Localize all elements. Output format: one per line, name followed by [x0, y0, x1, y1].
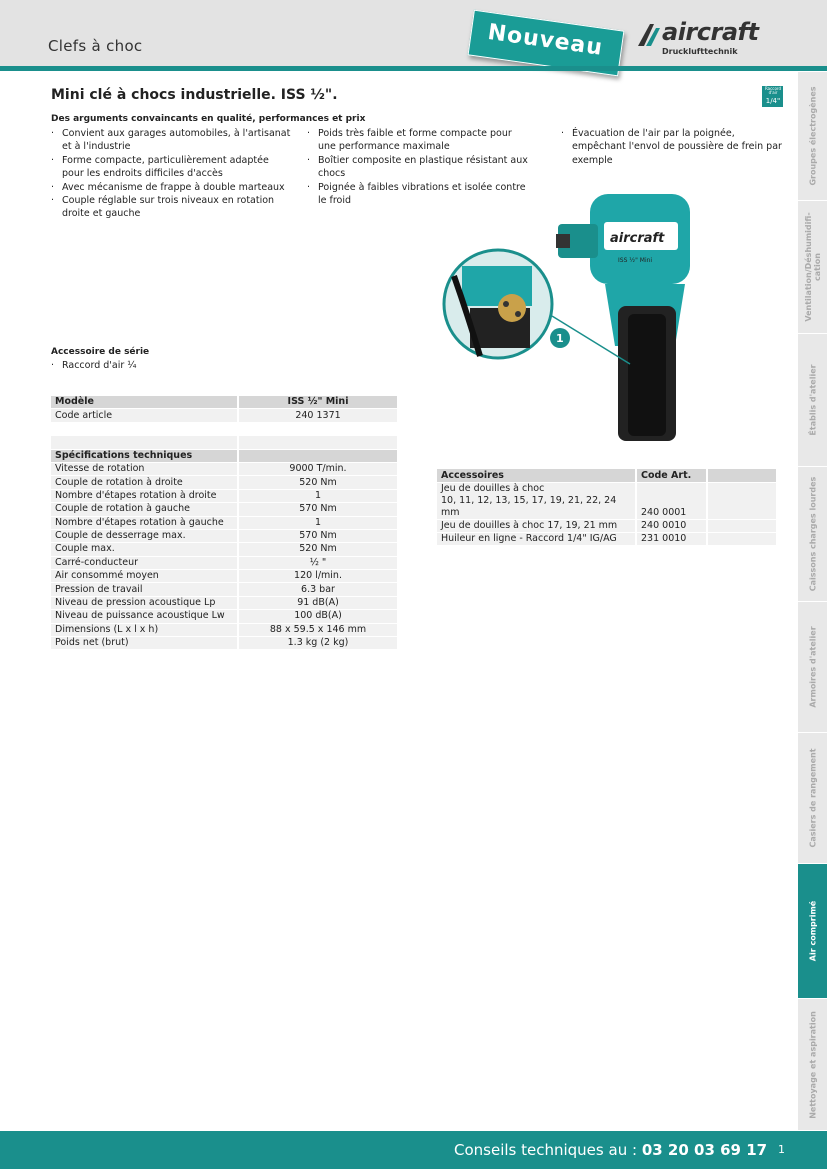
arguments-list-3 [561, 127, 786, 167]
header-divider [0, 66, 827, 71]
argument-item: · Poignée à faibles vibrations et isolée contre le froid [307, 181, 532, 208]
spec-value: 91 dB(A) [238, 596, 397, 609]
spec-value: 570 Nm [238, 529, 397, 542]
table-row [51, 529, 397, 542]
spec-label: Nombre d'étapes rotation à droite [51, 489, 238, 502]
sidebar-tab-label: Ventilation/Déshumidifi- cation [803, 212, 822, 322]
tool-brand-label: aircraft [610, 231, 665, 246]
new-badge-label: Nouveau [486, 19, 605, 61]
argument-item: · Boîtier composite en plastique résistant aux chocs [307, 154, 532, 181]
code-header: Code Art. [636, 469, 707, 483]
spec-value: 6.3 bar [238, 583, 397, 596]
air-connector-label: Raccord d'air [764, 86, 782, 95]
specifications-table [51, 396, 397, 650]
table-row [51, 596, 397, 609]
spec-value: 120 l/min. [238, 570, 397, 583]
spec-label: Carré-conducteur [51, 556, 238, 569]
category-sidebar [798, 72, 827, 1130]
spec-value: 570 Nm [238, 503, 397, 516]
category-title: Clefs à choc [48, 37, 143, 55]
sidebar-tab-workbenches[interactable] [798, 334, 827, 467]
accessory-code: 240 0001 [636, 483, 707, 520]
table-row [437, 520, 776, 533]
spec-label: Nombre d'étapes rotation à gauche [51, 516, 238, 529]
table-row [51, 396, 397, 409]
table-row [51, 623, 397, 636]
table-row [437, 533, 776, 546]
spec-label: Niveau de puissance acoustique Lw [51, 610, 238, 623]
spec-label: Vitesse de rotation [51, 462, 238, 475]
sidebar-tab-heavy-duty-cabinets[interactable] [798, 467, 827, 602]
table-header-row [437, 469, 776, 483]
sidebar-tab-label: Établis d'atelier [808, 364, 817, 436]
sidebar-tab-generators[interactable] [798, 72, 827, 201]
argument-item: · Couple réglable sur trois niveaux en rotation droite et gauche [51, 194, 291, 221]
spec-label: Poids net (brut) [51, 637, 238, 650]
spec-label: Couple max. [51, 543, 238, 556]
spec-label: Couple de desserrage max. [51, 529, 238, 542]
table-row-blank [51, 422, 397, 435]
spec-label: Couple de rotation à gauche [51, 503, 238, 516]
article-value: 240 1371 [238, 409, 397, 422]
product-title: Mini clé à chocs industrielle. ISS ½". [51, 87, 338, 103]
spec-value: 1 [238, 489, 397, 502]
accessory-name: Jeu de douilles à choc 10, 11, 12, 13, 15, 17, 19, 21, 22, 24 mm [437, 483, 636, 520]
table-row [51, 543, 397, 556]
argument-item: · Avec mécanisme de frappe à double marteaux [51, 181, 291, 194]
table-row [51, 637, 397, 650]
accessory-code: 231 0010 [636, 533, 707, 546]
sidebar-tab-label: Nettoyage et aspiration [808, 1010, 817, 1119]
arguments-list-1 [51, 127, 291, 221]
argument-item: · Forme compacte, particulièrement adaptée pour les endroits difficiles d'accès [51, 154, 291, 181]
table-row [437, 483, 776, 520]
spec-label: Dimensions (L x l x h) [51, 623, 238, 636]
sidebar-tab-compressed-air[interactable] [798, 864, 827, 999]
table-row [51, 476, 397, 489]
accessories-header: Accessoires [437, 469, 636, 483]
spec-value: 100 dB(A) [238, 610, 397, 623]
sidebar-tab-label: Caissons charges lourdes [808, 476, 817, 592]
spec-value: 520 Nm [238, 543, 397, 556]
spec-value: ½ " [238, 556, 397, 569]
tool-model-label: ISS ½" Mini [618, 257, 653, 264]
spec-label: Air consommé moyen [51, 570, 238, 583]
accessories-table [437, 469, 776, 546]
sidebar-tab-workshop-cabinets[interactable] [798, 602, 827, 733]
brand-name: aircraft [662, 18, 759, 46]
sidebar-tab-label: Casiers de rangement [808, 748, 817, 848]
sidebar-tab-label: Groupes électrogènes [808, 86, 817, 186]
aircraft-logo-icon [636, 22, 662, 48]
table-row [51, 489, 397, 502]
arguments-heading: Des arguments convaincants en qualité, performances et prix [51, 114, 366, 124]
spec-label: Couple de rotation à droite [51, 476, 238, 489]
page-number: 1 [778, 1143, 785, 1156]
table-row [51, 409, 397, 422]
table-row [51, 583, 397, 596]
footer-phone: 03 20 03 69 17 [641, 1141, 768, 1159]
accessory-name: Jeu de douilles à choc 17, 19, 21 mm [437, 520, 636, 533]
table-row [51, 570, 397, 583]
footer-label: Conseils techniques au : [454, 1141, 638, 1159]
sidebar-tab-label: Armoires d'atelier [808, 626, 817, 708]
accessory-code: 240 0010 [636, 520, 707, 533]
argument-item: · Évacuation de l'air par la poignée, empêchant l'envol de poussière de frein par exemple [561, 127, 786, 167]
spec-value: 88 x 59.5 x 146 mm [238, 623, 397, 636]
air-connector-badge [762, 86, 783, 107]
footer-contact [454, 1141, 767, 1159]
table-row [51, 556, 397, 569]
accessory-name: Huileur en ligne - Raccord 1/4" IG/AG [437, 533, 636, 546]
table-row-blank [51, 436, 397, 449]
spec-label: Niveau de pression acoustique Lp [51, 596, 238, 609]
argument-item: · Convient aux garages automobiles, à l'artisanat et à l'industrie [51, 127, 291, 154]
standard-accessory-item: · Raccord d'air ¼ [51, 360, 137, 371]
model-value: ISS ½" Mini [238, 396, 397, 409]
spec-value: 1 [238, 516, 397, 529]
spec-value: 1.3 kg (2 kg) [238, 637, 397, 650]
spec-label: Pression de travail [51, 583, 238, 596]
sidebar-tab-storage-bins[interactable] [798, 733, 827, 864]
brand-subtitle: Drucklufttechnik [662, 47, 738, 56]
spec-value: 9000 T/min. [238, 462, 397, 475]
tech-specs-heading: Spécifications techniques [51, 449, 238, 462]
table-row [51, 503, 397, 516]
sidebar-tab-cleaning[interactable] [798, 999, 827, 1131]
standard-accessories-heading: Accessoire de série [51, 347, 150, 357]
table-row [51, 462, 397, 475]
callout-number: 1 [556, 332, 564, 345]
page-footer [0, 1131, 827, 1169]
brand-logo [636, 20, 801, 62]
sidebar-tab-ventilation[interactable] [798, 201, 827, 334]
article-label: Code article [51, 409, 238, 422]
table-row [51, 516, 397, 529]
model-label: Modèle [51, 396, 238, 409]
table-row [51, 610, 397, 623]
page-header [0, 0, 827, 68]
spec-value: 520 Nm [238, 476, 397, 489]
sidebar-tab-label: Air comprimé [808, 900, 817, 962]
argument-item: · Poids très faible et forme compacte pour une performance maximale [307, 127, 532, 154]
table-row [51, 449, 397, 462]
air-connector-value: 1/4" [765, 97, 781, 105]
product-image [440, 186, 710, 448]
